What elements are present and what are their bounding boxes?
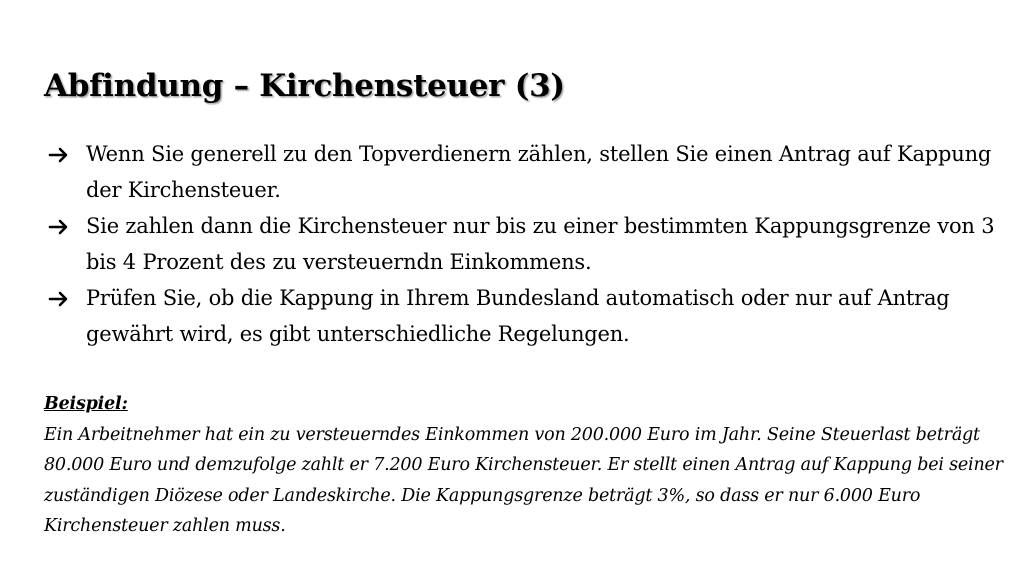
bullet-list	[44, 136, 1004, 352]
right-arrow-icon	[48, 289, 72, 309]
bullet-item	[44, 208, 1004, 280]
example-block	[44, 389, 1019, 542]
bullet-text: Wenn Sie generell zu den Topverdienern zählen, stellen Sie einen Antrag auf Kappung der Kirchensteuer.	[86, 142, 992, 202]
slide-title: Abfindung – Kirchensteuer (3)	[44, 68, 565, 104]
example-text: Ein Arbeitnehmer hat ein zu versteuerndes Einkommen von 200.000 Euro im Jahr. Seine Steuerlast beträgt 80.000 Euro und demzufolge zahlt er 7.200 Euro Kirchensteuer. Er stellt einen Antrag auf Kappung bei seiner zuständigen Diözese oder Landeskirche. Die Kappungsgrenze beträgt 3%, so dass er nur 6.000 Euro Kirchensteuer zahlen muss.	[44, 424, 1003, 536]
bullet-text: Sie zahlen dann die Kirchensteuer nur bis zu einer bestimmten Kappungsgrenze von 3 bis 4 Prozent des zu versteuerndn Einkommens.	[86, 214, 995, 274]
right-arrow-icon	[48, 217, 72, 237]
right-arrow-icon	[48, 145, 72, 165]
bullet-item	[44, 280, 1004, 352]
example-heading: Beispiel:	[44, 394, 128, 414]
bullet-item	[44, 136, 1004, 208]
bullet-text: Prüfen Sie, ob die Kappung in Ihrem Bundesland automatisch oder nur auf Antrag gewährt wird, es gibt unterschiedliche Regelungen.	[86, 286, 950, 346]
